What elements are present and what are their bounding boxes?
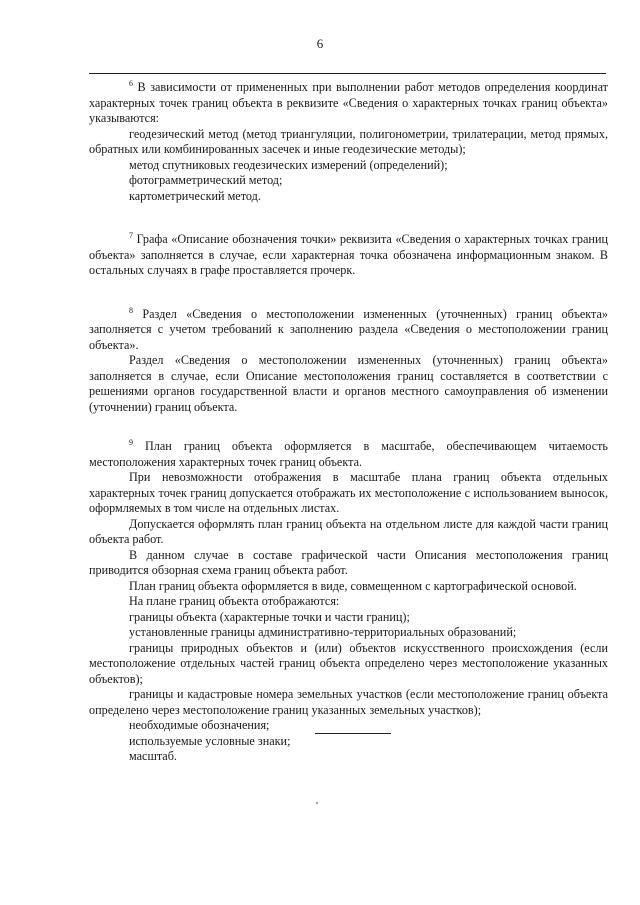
footnote-marker: 7 xyxy=(129,230,133,240)
footnote-9-text: границы и кадастровые номера земельных участков (если местоположение границ объекта определено через местоположение границ указанных земельных участков); xyxy=(89,687,608,717)
footnote-marker: 9 xyxy=(129,437,133,447)
footnote-9-text: В данном случае в составе графической части Описания местоположения границ приводится обзорная схема границ объекта работ. xyxy=(89,547,608,577)
scan-speck xyxy=(316,802,318,804)
footnote-6-intro: $^6$ В зависимости от примененных при выполнении работ методов определения координат характерных точек границ объекта в реквизите «Сведения о характерных точках границ объекта» указываются: xyxy=(89,78,609,125)
footnote-separator xyxy=(89,73,606,74)
footnote-7-text: $^7$ Графа «Описание обозначения точки» реквизита «Сведения о характерных точках границ объекта» заполняется в случае, если характерная точка обозначена информационным знаком. В остальных случаях в графе проставляется прочерк. xyxy=(89,230,608,277)
footnote-9-text: $^9$ План границ объекта оформляется в масштабе, обеспечивающем читаемость местоположения характерных точек границ объекта. xyxy=(89,437,608,469)
footnote-marker: 6 xyxy=(129,78,133,88)
footnote-9-text: При невозможности отображения в масштабе плана границ объекта отдельных характерных точек границ допускается отображать их местоположение с использованием выносок, оформляемых в том числе на отдельных листах. xyxy=(89,470,608,515)
footnote-8-text: $^8$ Раздел «Сведения о местоположении измененных (уточненных) границ объекта» заполняется с учетом требований к заполнению раздела «Сведения о местоположении границ объекта». xyxy=(89,305,609,352)
footnote-9-item: используемые условные знаки; xyxy=(129,733,291,748)
footnote-9-text: Допускается оформлять план границ объекта на отдельном листе для каждой части границ объекта работ. xyxy=(89,516,608,546)
footnote-6-item: фотограмметрический метод; xyxy=(129,173,283,187)
footnote-9-text: установленные границы административно-территориальных образований; xyxy=(129,625,517,639)
page-number: 6 xyxy=(316,36,324,51)
footnote-8-text: Раздел «Сведения о местоположении измененных (уточненных) границ объекта» заполняется в случае, если Описание местоположения границ составляется в соответствии с решениями органов государственной власти и органов местного самоуправления об изменении (уточнении) границ объекта. xyxy=(89,353,608,414)
footnote-9-item: необходимые обозначения; xyxy=(129,718,270,732)
footnote-6-method: геодезический метод (метод триангуляции, полигонометрии, трилатерации, метод прямых, обратных или комбинированных засечек и иные геодезические методы); xyxy=(89,126,608,156)
footnote-9-text: границы объекта (характерные точки и части границ); xyxy=(129,609,410,624)
footnote-6-item: метод спутниковых геодезических измерений (определений); xyxy=(129,157,448,172)
footnote-9-text: границы природных объектов и (или) объектов искусственного происхождения (если местоположение отдельных частей границ объекта определено через местоположение указанных объектов); xyxy=(89,640,608,686)
footnote-marker: 8 xyxy=(129,305,133,315)
footnote-9-text: План границ объекта оформляется в виде, совмещенном с картографической основой. xyxy=(129,578,577,593)
footnotes-body xyxy=(89,80,608,765)
end-rule xyxy=(315,733,391,734)
footnote-9-text: На плане границ объекта отображаются: xyxy=(129,594,340,608)
footnote-9-item: масштаб. xyxy=(129,749,177,763)
footnote-6-item: картометрический метод. xyxy=(129,188,261,203)
